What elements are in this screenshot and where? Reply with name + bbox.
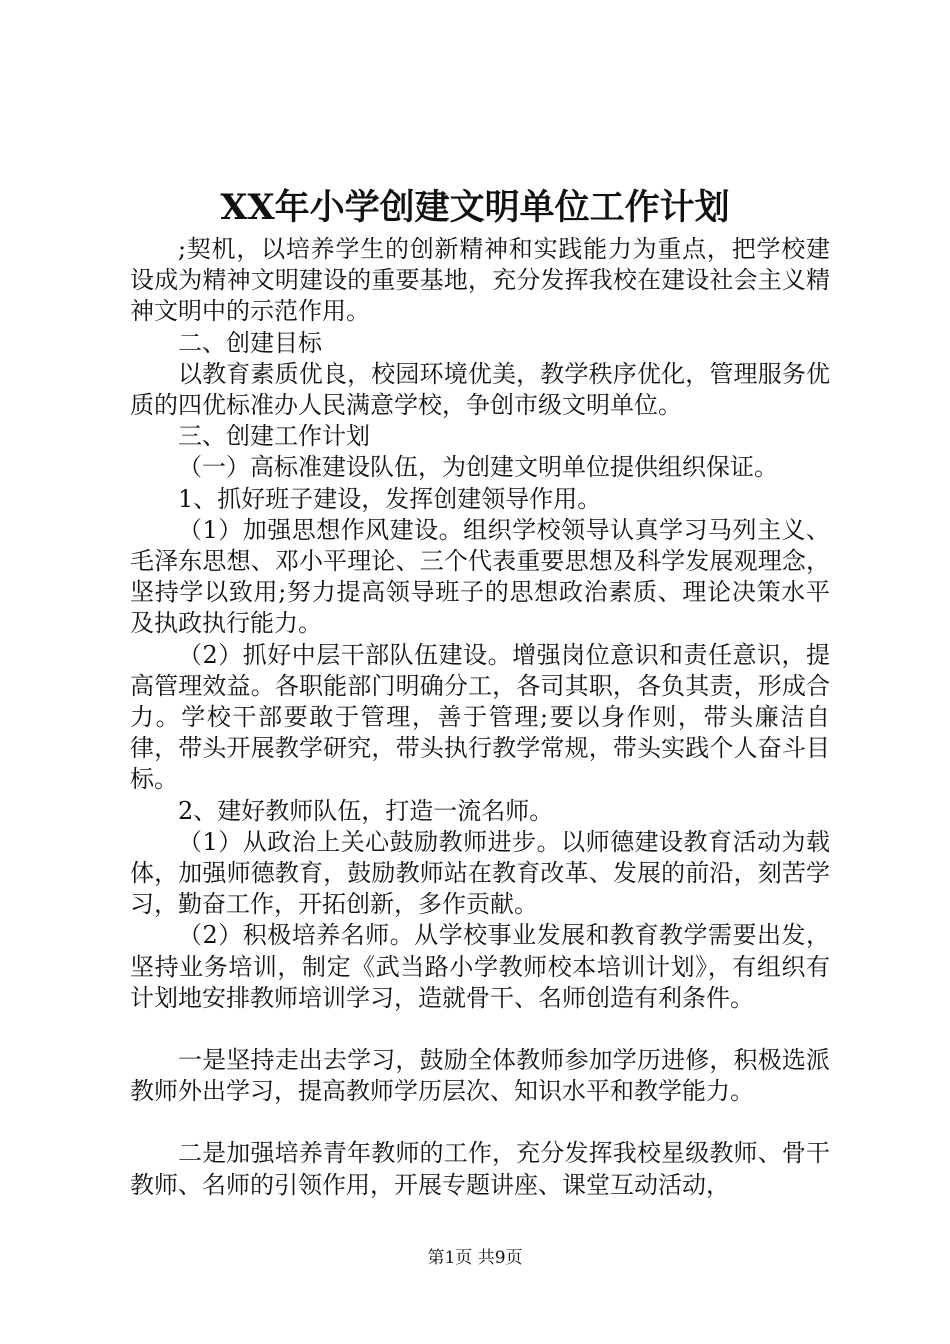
document-body — [130, 234, 830, 1201]
heading-plan: 三、创建工作计划 — [178, 422, 370, 451]
page-footer: 第1页 共9页 — [427, 1248, 523, 1268]
paragraph-intro: ;契机，以培养学生的创新精神和实践能力为重点，把学校建设成为精神文明建设的重要基地，充分发挥我校在建设社会主义精神文明中的示范作用。 — [130, 235, 830, 326]
paragraph-first-point: 一是坚持走出去学习，鼓励全体教师参加学历进修，积极选派教师外出学习，提高教师学历层次、知识水平和教学能力。 — [130, 1046, 830, 1106]
paragraph-political: （1）从政治上关心鼓励教师进步。以师德建设教育活动为载体，加强师德教育，鼓励教师站在教育改革、发展的前沿，刻苦学习，勤奋工作，开拓创新，多作贡献。 — [130, 827, 830, 919]
paragraph-middle-cadre: （2）抓好中层干部队伍建设。增强岗位意识和责任意识，提高管理效益。各职能部门明确分工，各司其职，各负其责，形成合力。学校干部要敢于管理，善于管理;要以身作则，带头廉洁自律，带头开展教学研究，带头执行教学常规，带头实践个人奋斗目标。 — [130, 640, 830, 794]
item-leadership: 1、抓好班子建设，发挥创建领导作用。 — [178, 484, 602, 513]
document-title: XX年小学创建文明单位工作计划 — [220, 187, 730, 228]
paragraph-style: （1）加强思想作风建设。组织学校领导认真学习马列主义、毛泽东思想、邓小平理论、三个代表重要思想及科学发展观理念，坚持学以致用;努力提高领导班子的思想政治素质、理论决策水平及执政执行能力。 — [130, 515, 830, 638]
subheading-team: （一）高标准建设队伍，为创建文明单位提供组织保证。 — [178, 453, 778, 482]
paragraph-second-point: 二是加强培养青年教师的工作，充分发挥我校星级教师、骨干教师、名师的引领作用，开展专题讲座、课堂互动活动， — [130, 1139, 830, 1199]
paragraph-famous-teachers: （2）积极培养名师。从学校事业发展和教育教学需要出发，坚持业务培训，制定《武当路小学教师校本培训计划》，有组织有计划地安排教师培训学习，造就骨干、名师创造有利条件。 — [130, 921, 830, 1012]
paragraph-goal: 以教育素质优良，校园环境优美，教学秩序优化，管理服务优质的四优标准办人民满意学校，争创市级文明单位。 — [130, 359, 830, 420]
heading-goal: 二、创建目标 — [178, 328, 322, 357]
item-teachers: 2、建好教师队伍，打造一流名师。 — [178, 796, 554, 825]
